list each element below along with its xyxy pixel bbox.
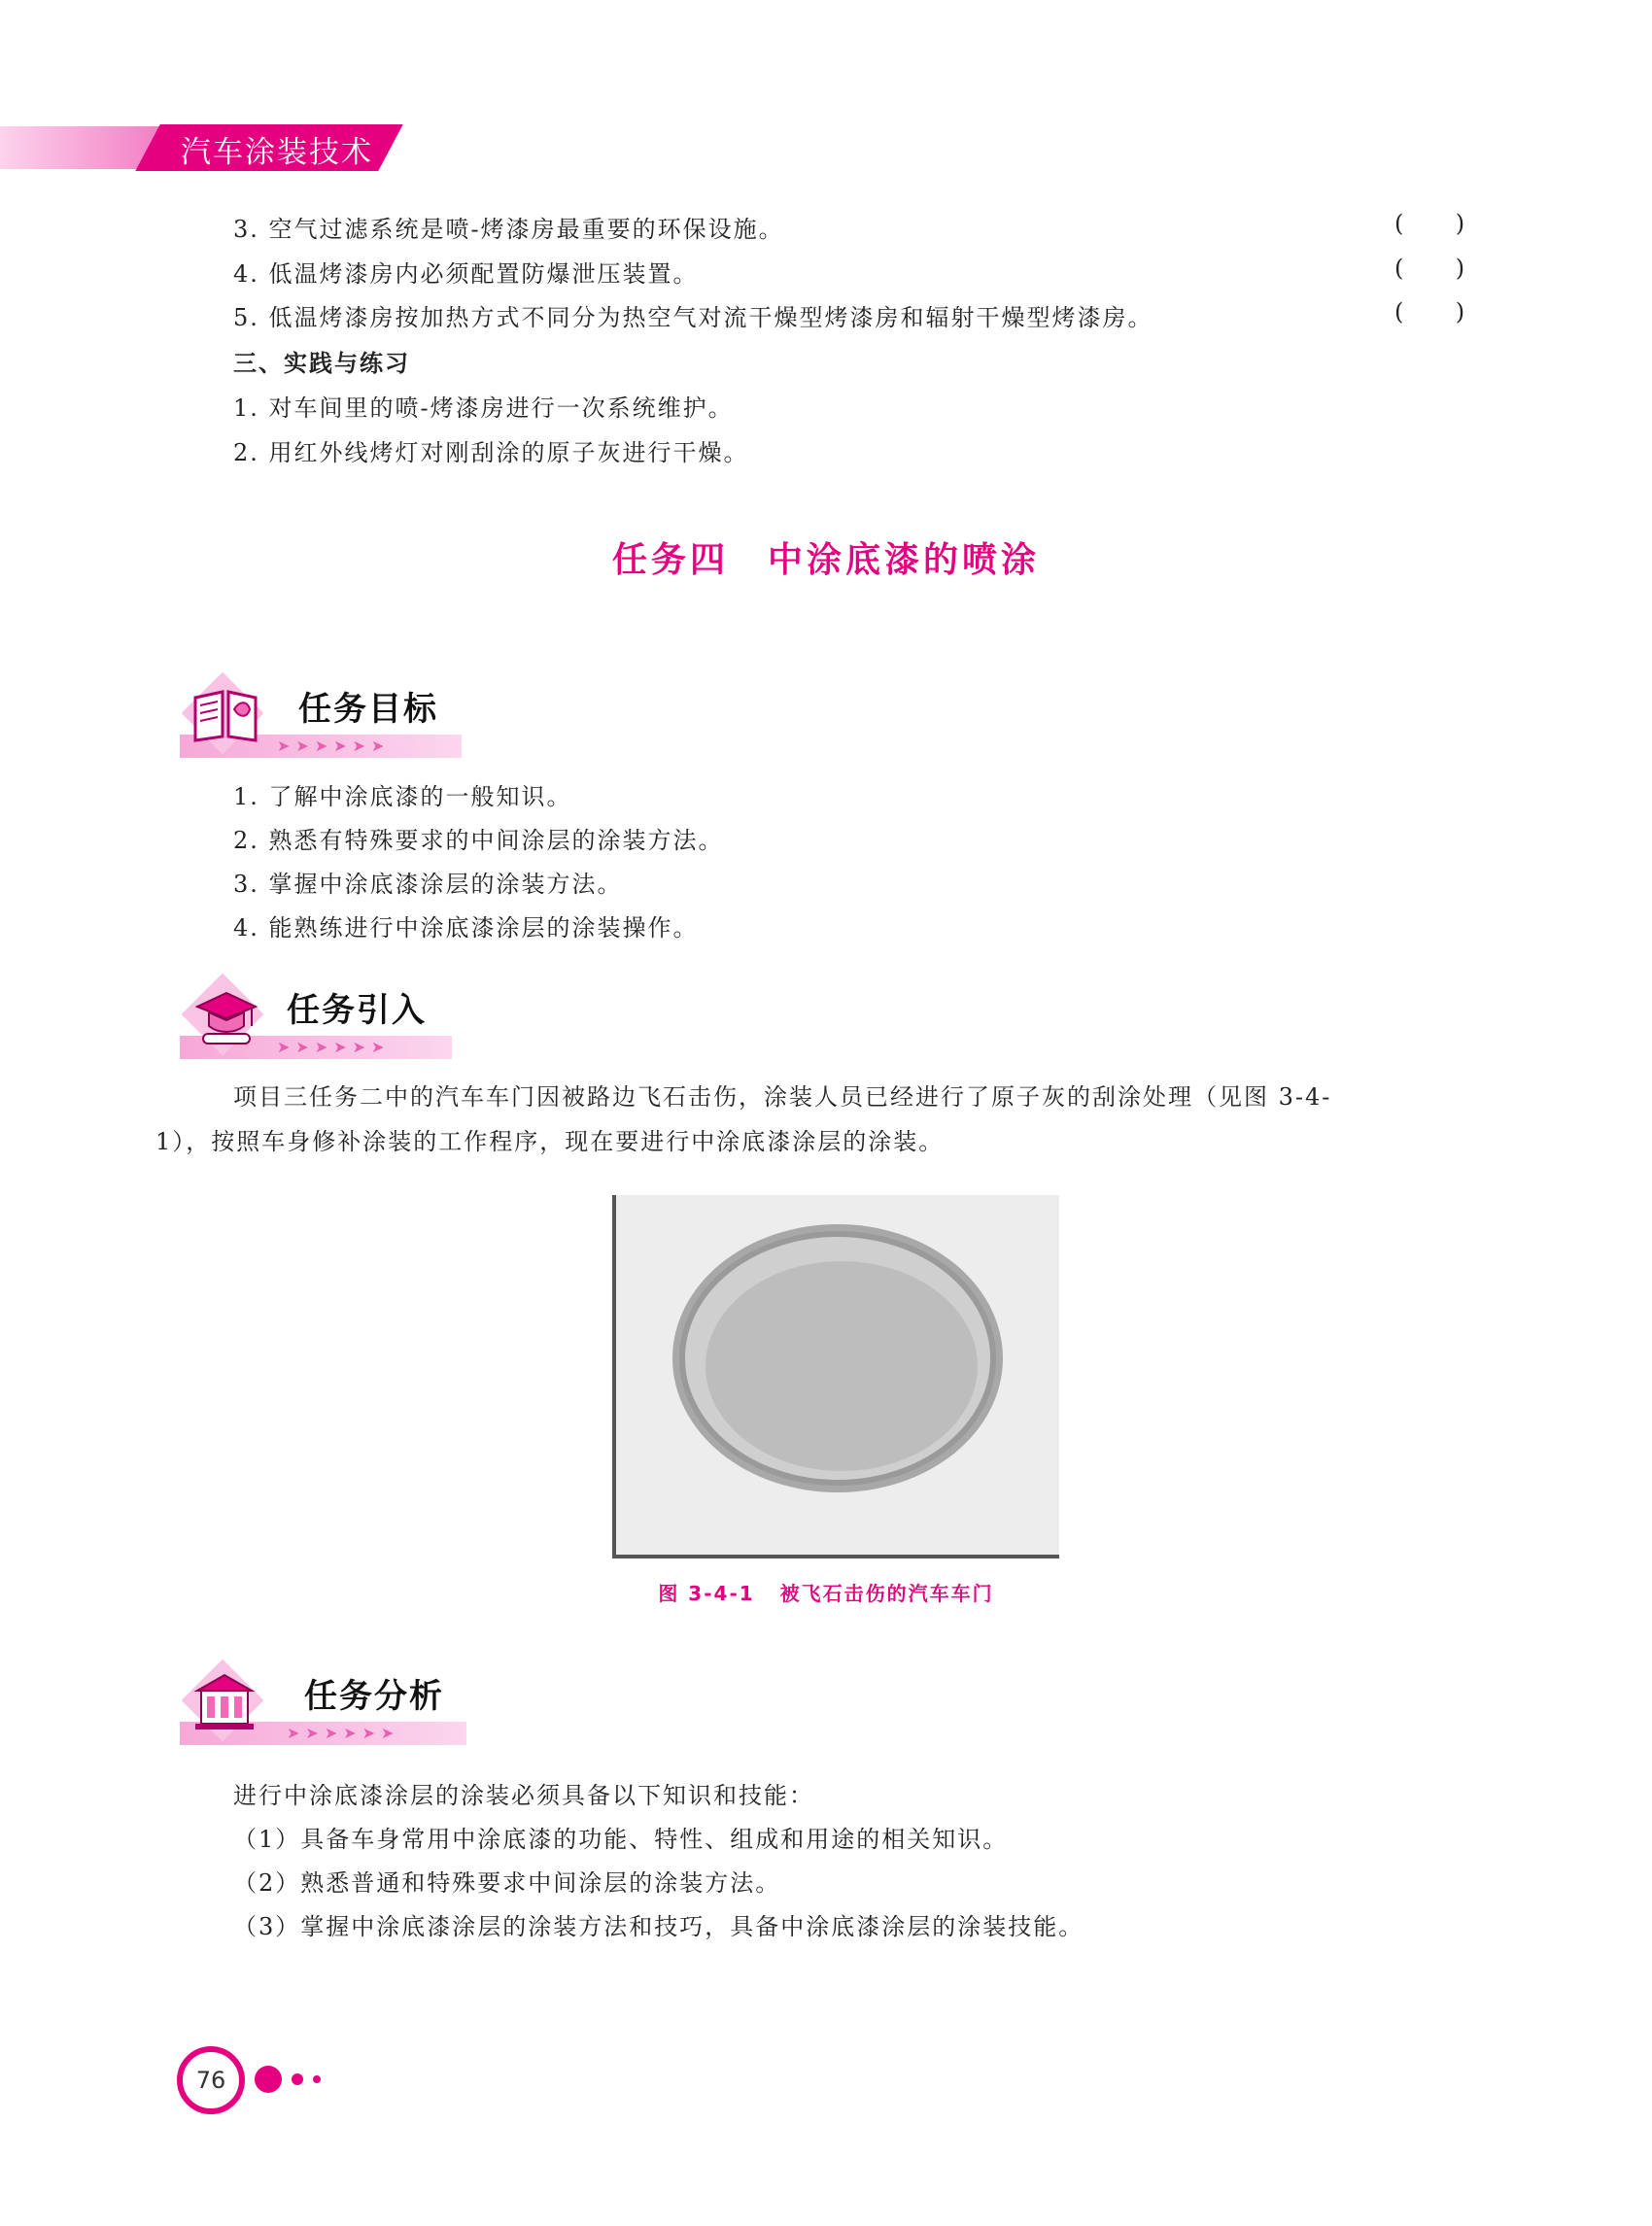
badge-arrows: ➤➤➤➤➤➤ — [287, 1724, 400, 1742]
task-title — [0, 532, 1652, 582]
practice-item: 1. 对车间里的喷-烤漆房进行一次系统维护。 — [233, 394, 734, 422]
badge-arrows: ➤➤➤➤➤➤ — [277, 736, 391, 755]
analysis-lead: 进行中涂底漆涂层的涂装必须具备以下知识和技能： — [233, 1782, 814, 1809]
judge-item: 3. 空气过滤系统是喷-烤漆房最重要的环保设施。 — [233, 216, 784, 243]
answer-paren: ( ) — [1394, 298, 1465, 325]
goal-item: 1. 了解中涂底漆的一般知识。 — [233, 783, 572, 810]
door-damage-photo — [612, 1195, 1059, 1558]
answer-paren: ( ) — [1394, 210, 1465, 237]
intro-badge — [180, 972, 452, 1059]
goal-item: 2. 熟悉有特殊要求的中间涂层的涂装方法。 — [233, 827, 724, 854]
intro-text-line1: 项目三任务二中的汽车车门因被路边飞石击伤，涂装人员已经进行了原子灰的刮涂处理（见图 3-4- — [233, 1083, 1332, 1111]
goal-item: 4. 能熟练进行中涂底漆涂层的涂装操作。 — [233, 914, 699, 942]
judge-item: 4. 低温烤漆房内必须配置防爆泄压装置。 — [233, 260, 699, 288]
footer-dot-small — [313, 2075, 321, 2083]
building-icon — [189, 1667, 261, 1735]
analysis-item: （1）具备车身常用中涂底漆的功能、特性、组成和用途的相关知识。 — [233, 1826, 1009, 1853]
goals-badge — [180, 670, 462, 758]
analysis-item: （2）熟悉普通和特殊要求中间涂层的涂装方法。 — [233, 1869, 781, 1897]
task-number: 任务四 — [611, 539, 729, 580]
analysis-label: 任务分析 — [304, 1677, 444, 1716]
figure-caption — [0, 1578, 1652, 1606]
figure-caption-text: 被飞石击伤的汽车车门 — [779, 1582, 994, 1605]
footer-dot-large — [255, 2066, 282, 2093]
practice-heading: 三、实践与练习 — [233, 350, 410, 377]
goals-label: 任务目标 — [298, 690, 438, 729]
answer-paren: ( ) — [1394, 255, 1465, 282]
analysis-badge — [180, 1658, 466, 1745]
dent-figure — [616, 1195, 1059, 1555]
book-title: 汽车涂装技术 — [181, 135, 373, 170]
judge-item: 5. 低温烤漆房按加热方式不同分为热空气对流干燥型烤漆房和辐射干燥型烤漆房。 — [233, 304, 1153, 331]
open-book-icon — [189, 680, 261, 748]
footer-dot-medium — [292, 2073, 303, 2085]
intro-text-line2: 1），按照车身修补涂装的工作程序，现在要进行中涂底漆涂层的涂装。 — [155, 1128, 945, 1155]
badge-arrows: ➤➤➤➤➤➤ — [277, 1038, 391, 1056]
intro-label: 任务引入 — [287, 991, 427, 1030]
figure-number: 图 3-4-1 — [658, 1582, 755, 1605]
graduation-cap-icon — [189, 981, 261, 1049]
page-number: 76 — [195, 2067, 226, 2094]
practice-item: 2. 用红外线烤灯对刚刮涂的原子灰进行干燥。 — [233, 439, 749, 466]
goal-item: 3. 掌握中涂底漆涂层的涂装方法。 — [233, 871, 623, 898]
task-name: 中涂底漆的喷涂 — [768, 539, 1041, 580]
analysis-item: （3）掌握中涂底漆涂层的涂装方法和技巧，具备中涂底漆涂层的涂装技能。 — [233, 1913, 1084, 1940]
